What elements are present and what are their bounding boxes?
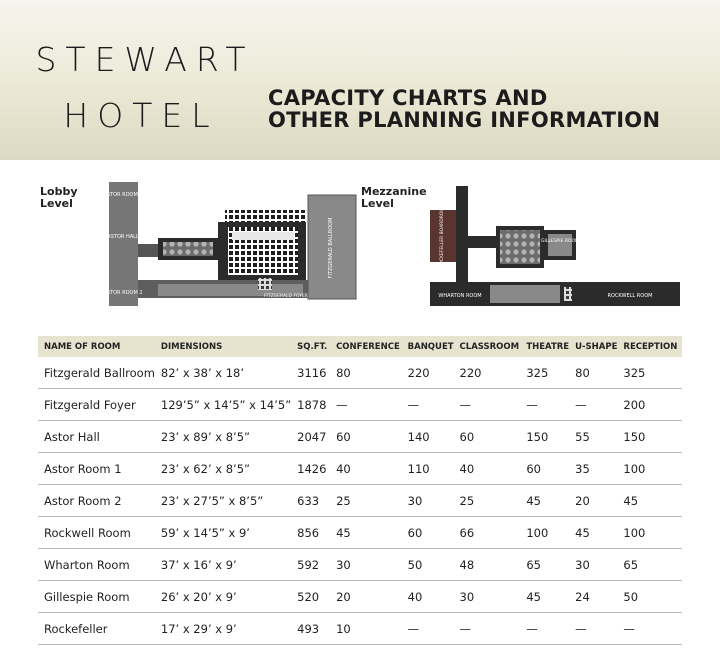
- table-cell: 60: [520, 453, 569, 485]
- room-name-cell: Astor Hall: [38, 421, 155, 453]
- table-cell: 82’ x 38’ x 18’: [155, 357, 291, 389]
- table-cell: 25: [454, 485, 521, 517]
- table-cell: 45: [617, 485, 682, 517]
- table-cell: 65: [617, 549, 682, 581]
- table-cell: 40: [330, 453, 402, 485]
- table-cell: 65: [520, 549, 569, 581]
- room-name-cell: Rockefeller: [38, 613, 155, 645]
- mezz-corridor: [456, 236, 496, 248]
- table-row: [38, 517, 682, 549]
- table-cell: 30: [330, 549, 402, 581]
- lounge-floor: [163, 242, 213, 256]
- room-name-cell: Fitzgerald Ballroom: [38, 357, 155, 389]
- table-row: [38, 581, 682, 613]
- reception-desk: [232, 232, 294, 240]
- table-cell: 80: [569, 357, 617, 389]
- table-cell: 45: [520, 581, 569, 613]
- table-cell: 325: [617, 357, 682, 389]
- wharton-label: WHARTON ROOM: [438, 293, 482, 299]
- table-cell: 60: [402, 517, 454, 549]
- table-cell: 20: [330, 581, 402, 613]
- table-cell: 37’ x 16’ x 9’: [155, 549, 291, 581]
- table-cell: 45: [330, 517, 402, 549]
- table-cell: 633: [291, 485, 330, 517]
- table-cell: 856: [291, 517, 330, 549]
- table-cell: 110: [402, 453, 454, 485]
- column-header: NAME OF ROOM: [38, 336, 155, 357]
- table-cell: —: [569, 389, 617, 421]
- table-cell: 30: [454, 581, 521, 613]
- mezz-stair-column: [456, 186, 468, 282]
- column-header: BANQUET: [402, 336, 454, 357]
- table-cell: 26’ x 20’ x 9’: [155, 581, 291, 613]
- column-header: SQ.FT.: [291, 336, 330, 357]
- column-header: CLASSROOM: [454, 336, 521, 357]
- table-cell: 50: [402, 549, 454, 581]
- table-cell: 325: [520, 357, 569, 389]
- table-cell: 100: [617, 517, 682, 549]
- mezz-stair: [564, 287, 572, 301]
- fitzgerald-foyer-label: FITZGERALD FOYER: [263, 294, 309, 299]
- table-cell: 23’ x 27’5” x 8’5”: [155, 485, 291, 517]
- table-cell: —: [454, 613, 521, 645]
- mezzanine-label-line-2: Level: [361, 197, 394, 210]
- rockwell-label: ROCKWELL ROOM: [607, 293, 653, 299]
- column-header: U-SHAPE: [569, 336, 617, 357]
- table-cell: 20: [569, 485, 617, 517]
- table-body: [38, 357, 682, 645]
- table-cell: 59’ x 14’5” x 9’: [155, 517, 291, 549]
- table-cell: 493: [291, 613, 330, 645]
- table-cell: 1878: [291, 389, 330, 421]
- table-cell: 50: [617, 581, 682, 613]
- table-cell: 80: [330, 357, 402, 389]
- room-name-cell: Wharton Room: [38, 549, 155, 581]
- hotel-name-line-1: STEWART: [35, 40, 255, 79]
- entrance-tiles: [225, 210, 305, 222]
- table-cell: 30: [402, 485, 454, 517]
- room-name-cell: Fitzgerald Foyer: [38, 389, 155, 421]
- table-row: [38, 613, 682, 645]
- table-cell: 23’ x 62’ x 8’5”: [155, 453, 291, 485]
- table-cell: —: [330, 389, 402, 421]
- table-cell: 100: [617, 453, 682, 485]
- page-title-line-1: CAPACITY CHARTS AND: [268, 86, 548, 110]
- table-cell: 40: [454, 453, 521, 485]
- table-cell: —: [569, 613, 617, 645]
- table-cell: 35: [569, 453, 617, 485]
- table-cell: 1426: [291, 453, 330, 485]
- table-cell: 48: [454, 549, 521, 581]
- room-name-cell: Astor Room 2: [38, 485, 155, 517]
- table-cell: 45: [520, 485, 569, 517]
- mezzanine-floorplan: [430, 186, 680, 306]
- column-header: CONFERENCE: [330, 336, 402, 357]
- table-row: [38, 485, 682, 517]
- table-cell: —: [402, 613, 454, 645]
- table-cell: 220: [454, 357, 521, 389]
- lobby-label-line-1: Lobby: [40, 185, 78, 198]
- table-cell: 129’5” x 14’5” x 14’5”: [155, 389, 291, 421]
- table-cell: 24: [569, 581, 617, 613]
- header-banner: [0, 0, 720, 160]
- table-cell: —: [402, 389, 454, 421]
- table-cell: 520: [291, 581, 330, 613]
- table-row: [38, 421, 682, 453]
- table-cell: 100: [520, 517, 569, 549]
- table-header-row: [38, 336, 682, 357]
- stair: [258, 278, 272, 290]
- room-name-cell: Astor Room 1: [38, 453, 155, 485]
- hotel-name-line-2: HOTEL: [63, 96, 219, 135]
- table-cell: 10: [330, 613, 402, 645]
- page-title-line-2: OTHER PLANNING INFORMATION: [268, 108, 661, 132]
- column-header: DIMENSIONS: [155, 336, 291, 357]
- table-row: [38, 357, 682, 389]
- lobby-floorplan: [109, 182, 356, 306]
- table-cell: 45: [569, 517, 617, 549]
- floorplan-map: [0, 160, 720, 330]
- astor-room-1-label: ASTOR ROOM 1: [103, 192, 143, 198]
- table-cell: —: [617, 613, 682, 645]
- column-header: RECEPTION: [617, 336, 682, 357]
- table-row: [38, 453, 682, 485]
- table-cell: 200: [617, 389, 682, 421]
- table-cell: 60: [330, 421, 402, 453]
- table-row: [38, 549, 682, 581]
- table-row: [38, 389, 682, 421]
- table-cell: 220: [402, 357, 454, 389]
- table-cell: —: [520, 389, 569, 421]
- astor-hall-label: ASTOR HALL: [107, 234, 139, 240]
- corridor: [138, 244, 158, 257]
- mezz-south-corridor: [490, 285, 560, 303]
- table-cell: 60: [454, 421, 521, 453]
- table-cell: 66: [454, 517, 521, 549]
- astor-wing: [109, 182, 138, 306]
- table-cell: 23’ x 89’ x 8’5”: [155, 421, 291, 453]
- table-cell: 17’ x 29’ x 9’: [155, 613, 291, 645]
- table-cell: 25: [330, 485, 402, 517]
- table-cell: 30: [569, 549, 617, 581]
- table-cell: —: [454, 389, 521, 421]
- table-cell: 150: [617, 421, 682, 453]
- mezz-lounge-floor: [500, 230, 540, 264]
- column-header: THEATRE: [520, 336, 569, 357]
- capacity-table: [38, 336, 682, 645]
- gillespie-label: GILLESPIE ROOM: [541, 239, 579, 244]
- astor-room-2-label: ASTOR ROOM 2: [103, 290, 143, 296]
- table-cell: 55: [569, 421, 617, 453]
- table-cell: 150: [520, 421, 569, 453]
- table-cell: —: [520, 613, 569, 645]
- rockefeller-label: ROCKEFELLER BOARDROOM: [440, 204, 445, 268]
- room-name-cell: Rockwell Room: [38, 517, 155, 549]
- table-cell: 140: [402, 421, 454, 453]
- table-cell: 40: [402, 581, 454, 613]
- mezzanine-label-line-1: Mezzanine: [361, 185, 427, 198]
- gillespie-floor: [548, 234, 572, 256]
- table-cell: 592: [291, 549, 330, 581]
- table-cell: 2047: [291, 421, 330, 453]
- lobby-label-line-2: Level: [40, 197, 73, 210]
- fitzgerald-ballroom-label: FITZGERALD BALLROOM: [328, 217, 334, 279]
- room-name-cell: Gillespie Room: [38, 581, 155, 613]
- table-cell: 3116: [291, 357, 330, 389]
